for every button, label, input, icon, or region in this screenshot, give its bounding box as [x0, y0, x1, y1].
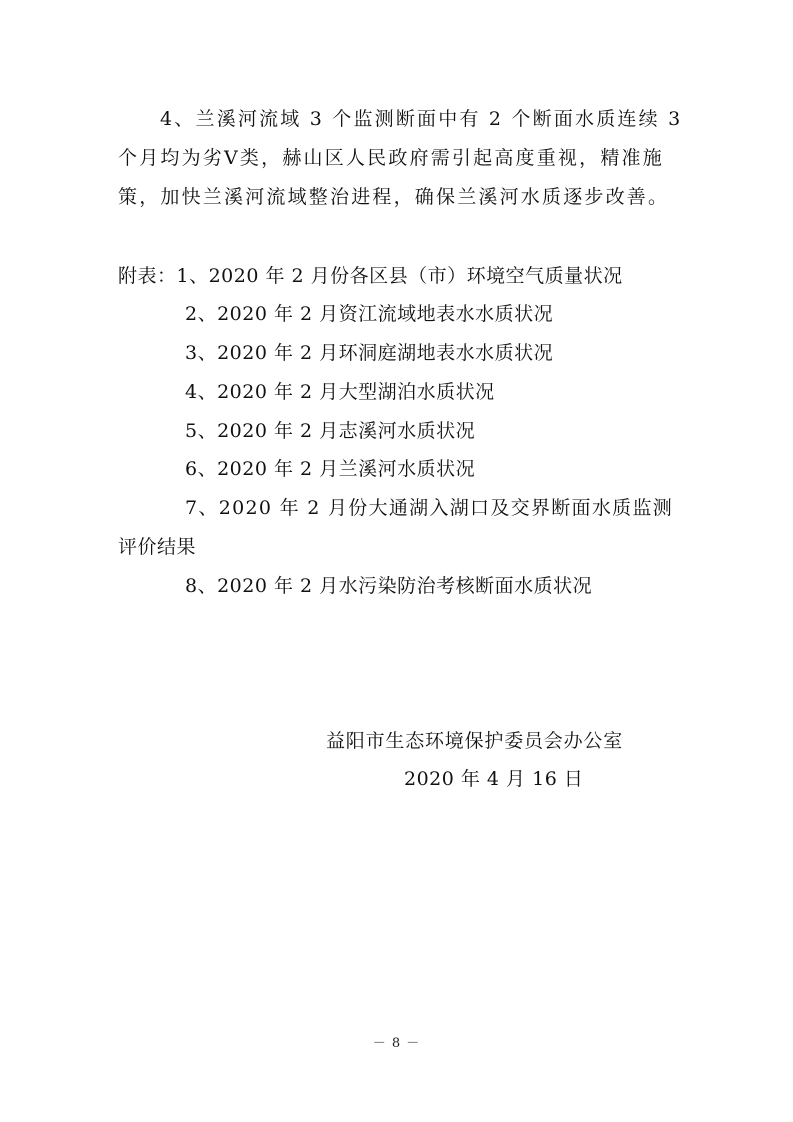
attachment-item-7-line-2: 评价结果 — [118, 536, 197, 558]
attachment-item-2: 2、2020 年 2 月资江流域地表水水质状况 — [185, 303, 554, 325]
attachment-item-1: 附表：1、2020 年 2 月份各区县（市）环境空气质量状况 — [118, 265, 623, 287]
attachment-item-3: 3、2020 年 2 月环洞庭湖地表水水质状况 — [185, 342, 554, 364]
signature-organization: 益阳市生态环境保护委员会办公室 — [326, 730, 624, 752]
attachment-item-7-line-1: 7、2020 年 2 月份大通湖入湖口及交界断面水质监测 — [185, 497, 674, 519]
attachment-item-5: 5、2020 年 2 月志溪河水质状况 — [185, 420, 476, 442]
paragraph-4-line-2: 个月均为劣Ⅴ类，赫山区人民政府需引起高度重视，精准施 — [118, 147, 664, 169]
attachment-item-8: 8、2020 年 2 月水污染防治考核断面水质状况 — [185, 575, 593, 597]
paragraph-4-line-1: 4、兰溪河流域 3 个监测断面中有 2 个断面水质连续 3 — [160, 108, 683, 130]
page-number: － 8 － — [372, 1036, 421, 1051]
attachment-item-4: 4、2020 年 2 月大型湖泊水质状况 — [185, 381, 495, 403]
paragraph-4-line-3: 策，加快兰溪河流域整治进程，确保兰溪河水质逐步改善。 — [118, 186, 670, 208]
attachment-item-6: 6、2020 年 2 月兰溪河水质状况 — [185, 458, 476, 480]
signature-date: 2020 年 4 月 16 日 — [404, 768, 584, 790]
